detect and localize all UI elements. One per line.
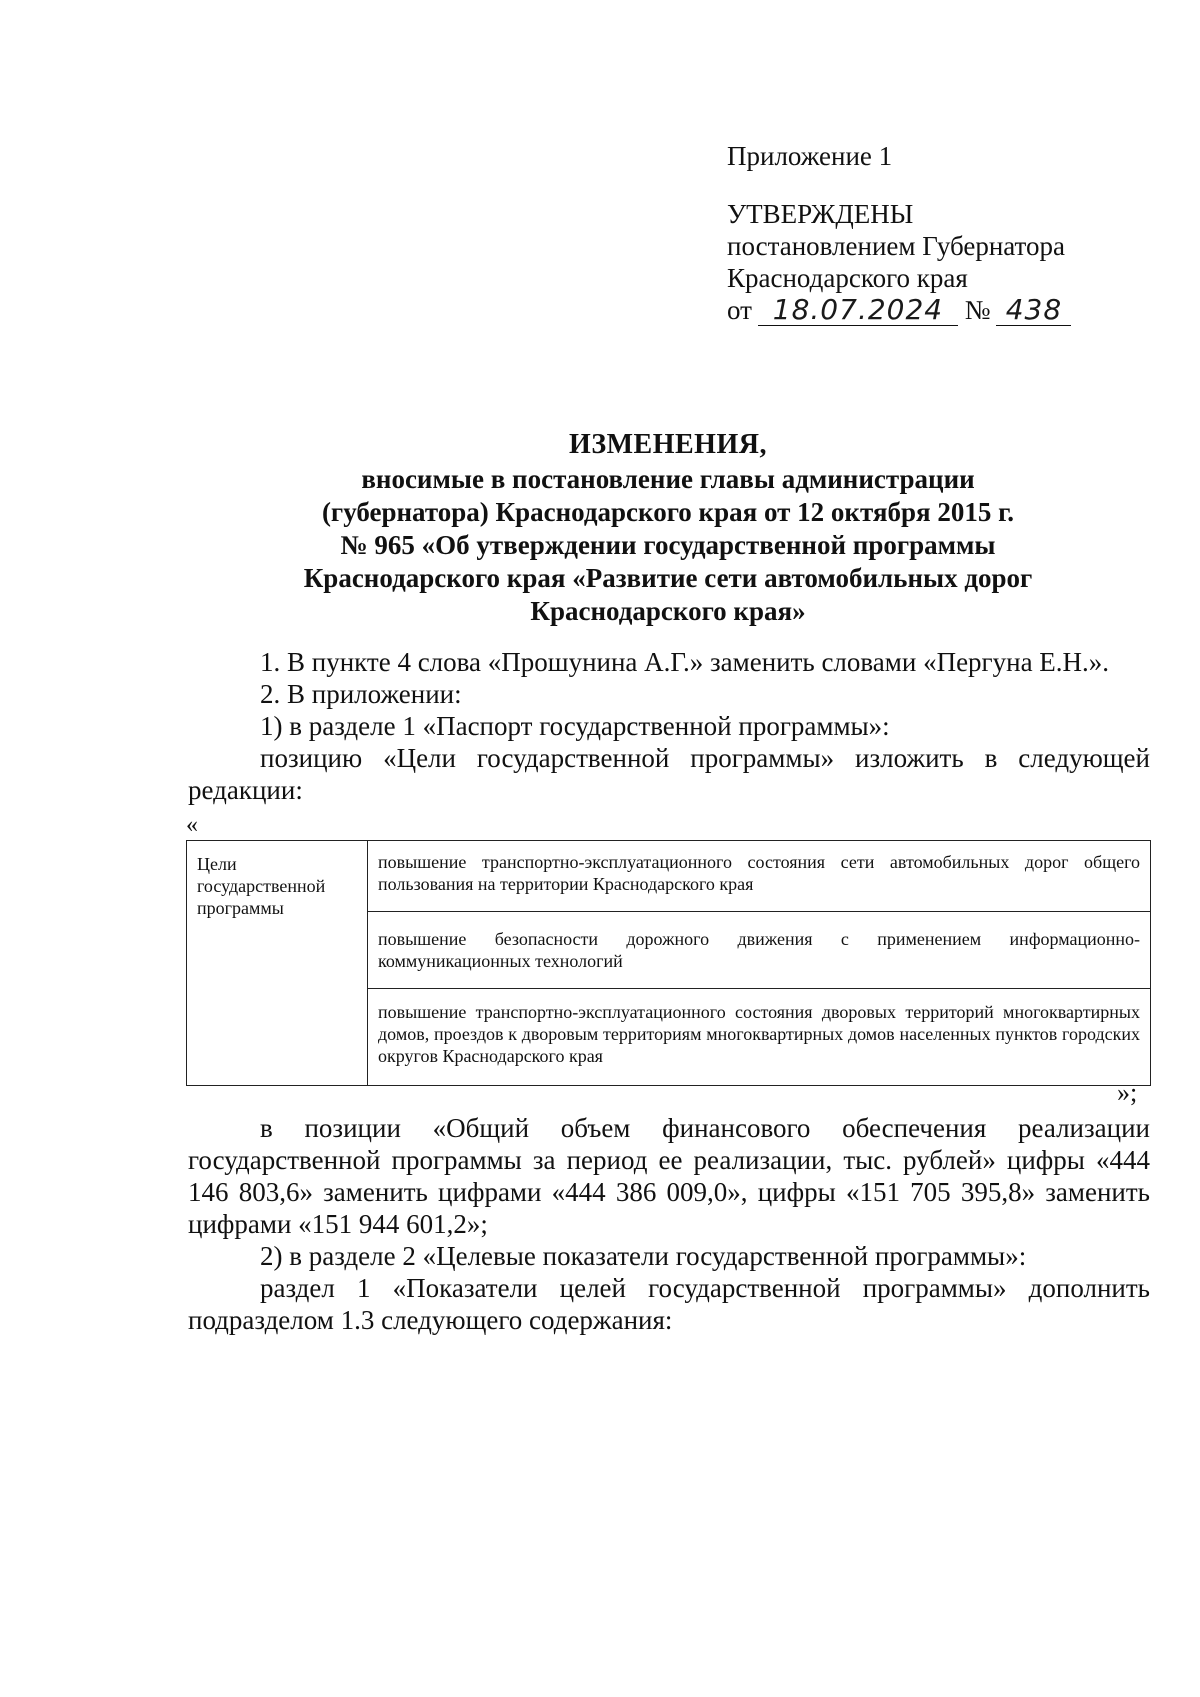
paragraph-1: 1. В пункте 4 слова «Прошунина А.Г.» заменить словами «Пергуна Е.Н.».: [260, 647, 1110, 677]
body-section-1: [188, 646, 1150, 806]
quote-close: »;: [1117, 1078, 1138, 1107]
paragraph-3: 1) в разделе 1 «Паспорт государственной программы»:: [260, 711, 890, 741]
date-prefix: от: [727, 295, 752, 325]
title-line: № 965 «Об утверждении государственной программы: [340, 530, 996, 560]
approved-by-line-1: постановлением Губернатора: [727, 231, 1065, 261]
document-title: [188, 428, 1148, 628]
title-line: Краснодарского края «Развитие сети автомобильных дорог: [303, 563, 1033, 593]
number-prefix: №: [964, 295, 991, 325]
quote-open: «: [186, 812, 198, 838]
title-line: (губернатора) Краснодарского края от 12 октября 2015 г.: [321, 497, 1015, 527]
paragraph-5: в позиции «Общий объем финансового обеспечения реализации государственной программы за период ее реализации, тыс. рублей» цифры «444 146 803,6» заменить цифрами «444 386 009,0», цифры «151 705 395,8» заменить цифрами «151 944 601,2»;: [188, 1113, 1150, 1239]
appendix-label: Приложение 1: [727, 141, 893, 171]
goal-cell: повышение транспортно-эксплуатационного состояния сети автомобильных дорог общего пользования на территории Краснодарского края: [368, 841, 1151, 912]
title-line: вносимые в постановление главы администрации: [361, 464, 975, 494]
table-row: [187, 841, 1151, 912]
title-line: Краснодарского края»: [530, 596, 806, 626]
paragraph-6: 2) в разделе 2 «Целевые показатели государственной программы»:: [260, 1241, 1027, 1271]
paragraph-4: позицию «Цели государственной программы» изложить в следующей редакции:: [188, 743, 1150, 805]
approved-label: УТВЕРЖДЕНЫ: [727, 199, 914, 229]
handwritten-date: 18.07.2024: [758, 295, 958, 326]
goals-table: [186, 840, 1151, 1086]
goal-cell: повышение транспортно-эксплуатационного состояния дворовых территорий многоквартирных домов, проездов к дворовым территориям многоквартирных домов населенных пунктов городских округов Краснодарского края: [368, 989, 1151, 1086]
approval-date-number-line: [727, 294, 1127, 326]
approved-by-line-2: Краснодарского края: [727, 263, 968, 293]
goals-label-cell: Цели государственной программы: [187, 841, 368, 1086]
title-main: ИЗМЕНЕНИЯ,: [569, 429, 767, 460]
approval-stamp-block: [727, 140, 1127, 326]
goal-cell: повышение безопасности дорожного движения с применением информационно-коммуникационных технологий: [368, 912, 1151, 989]
body-section-2: [188, 1112, 1150, 1336]
paragraph-7: раздел 1 «Показатели целей государственной программы» дополнить подразделом 1.3 следующего содержания:: [188, 1273, 1150, 1335]
paragraph-2: 2. В приложении:: [260, 679, 462, 709]
handwritten-number: 438: [996, 295, 1071, 326]
